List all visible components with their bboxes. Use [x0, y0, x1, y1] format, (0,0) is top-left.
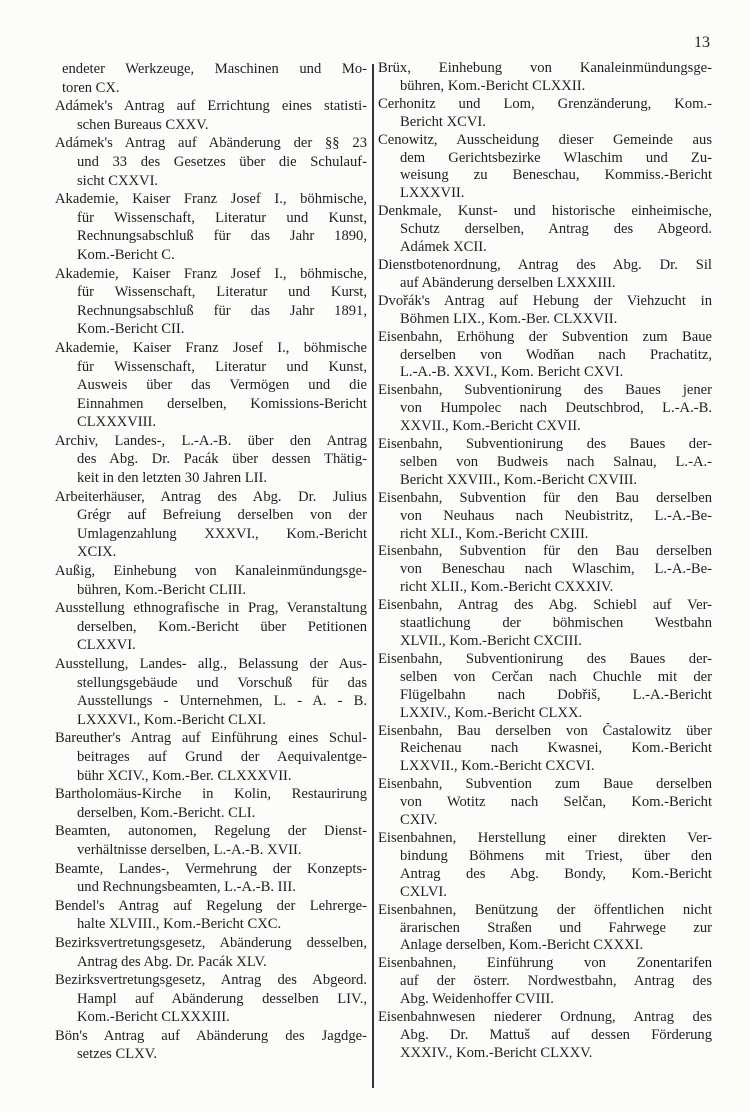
index-entry-line: Bezirksvertretungsgesetz, Abänderung desselben,: [55, 934, 367, 951]
index-entry-line: Umlagenzahlung XXXVI., Kom.-Bericht: [77, 525, 367, 542]
index-entry-line: Cenowitz, Ausscheidung dieser Gemeinde aus: [378, 131, 712, 148]
index-entry-line: Dvořák's Antrag auf Hebung der Viehzucht in: [378, 292, 712, 309]
index-entry-line: Adámek's Antrag auf Errichtung eines statisti-: [55, 98, 367, 115]
index-entry-line: Eisenbahnwesen niederer Ordnung, Antrag des: [378, 1009, 712, 1026]
index-entry-line: XCIX.: [77, 544, 117, 561]
index-entry: [378, 382, 712, 436]
index-entry-line: LXXIV., Kom.-Bericht CLXX.: [400, 704, 583, 721]
index-entry: [378, 96, 712, 132]
index-column-right: [378, 60, 712, 1063]
index-entry-line: Adámek's Antrag auf Abänderung der §§ 23: [55, 135, 367, 152]
index-entry-line: Eisenbahn, Subvention für den Bau derselben: [378, 489, 712, 506]
index-entry-line: richt XLI., Kom.-Bericht CXIII.: [400, 525, 589, 542]
index-entry: [55, 971, 367, 1027]
page-number: 13: [694, 34, 710, 51]
index-entry-line: Eisenbahn, Subventionirung des Baues der-: [378, 436, 712, 453]
index-entry-line: von Neuhaus nach Neubistritz, L.-A.-Be-: [400, 507, 712, 524]
index-entry: [378, 902, 712, 956]
index-entry: [378, 436, 712, 490]
index-entry-line: derselben, Kom.-Bericht. CLI.: [77, 804, 256, 821]
index-entry-line: Cerhonitz und Lom, Grenzänderung, Kom.-: [378, 95, 712, 112]
index-entry-line: dem Gerichtsbezirke Wlaschim und Zu-: [400, 149, 712, 166]
index-entry-line: Ausstellung, Landes- allg., Belassung der Aus-: [55, 656, 367, 672]
index-entry-line: Bericht XXVIII., Kom.-Bericht CXVIII.: [400, 471, 638, 488]
index-entry-line: Arbeiterhäuser, Antrag des Abg. Dr. Julius: [55, 488, 367, 505]
index-entry-line: Kom.-Bericht CLXXXIII.: [77, 1009, 230, 1026]
index-entry: [55, 97, 367, 134]
index-entry-line: Dienstbotenordnung, Antrag des Abg. Dr. Sil: [378, 256, 712, 273]
index-entry: [55, 599, 367, 655]
index-entry: [55, 134, 367, 190]
index-entry-line: staatlichung der böhmischen Westbahn: [400, 615, 712, 632]
index-entry: [55, 60, 367, 97]
index-entry-line: LXXVII., Kom.-Bericht CXCVI.: [400, 758, 595, 775]
index-entry-line: LXXXVI., Kom.-Bericht CLXI.: [77, 711, 266, 728]
index-entry-line: Ausweis über das Vermögen und die: [77, 377, 367, 394]
index-entry: [55, 432, 367, 488]
index-entry: [55, 190, 367, 264]
index-entry: [378, 203, 712, 257]
index-entry-line: stellungsgebäude und Vorschuß für das: [77, 674, 367, 691]
index-entry-line: für Wissenschaft, Literatur und Kunst,: [77, 209, 367, 226]
index-entry-line: derselben, Kom.-Bericht über Petitionen: [77, 618, 367, 635]
index-entry-line: Antrag des Abg. Bondy, Kom.-Bericht: [400, 865, 712, 882]
index-entry: [378, 293, 712, 329]
index-entry-line: Eisenbahn, Erhöhung der Subvention zum Baue: [378, 328, 712, 345]
index-entry: [55, 897, 367, 934]
index-entry-line: Einnahmen derselben, Komissions-Bericht: [77, 395, 367, 412]
index-entry: [378, 257, 712, 293]
index-entry-line: auf der österr. Nordwestbahn, Antrag des: [400, 973, 712, 990]
index-entry-line: schen Bureaus CXXV.: [77, 116, 209, 133]
index-entry-line: XXXIV., Kom.-Bericht CLXXV.: [400, 1044, 593, 1061]
column-divider: [372, 64, 374, 1088]
index-entry: [55, 265, 367, 339]
index-entry-line: CXLVI.: [400, 883, 447, 900]
index-entry-line: Archiv, Landes-, L.-A.-B. über den Antrag: [55, 432, 367, 449]
index-entry: [378, 651, 712, 723]
index-entry-line: Eisenbahn, Antrag des Abg. Schiebl auf Ver-: [378, 597, 712, 614]
index-entry-line: Außig, Einhebung von Kanaleinmündungsge-: [55, 563, 367, 580]
index-entry: [55, 934, 367, 971]
index-entry-line: L.-A.-B. XXVI., Kom. Bericht CXVI.: [400, 364, 624, 381]
index-entry-line: Bezirksvertretungsgesetz, Antrag des Abgeord.: [55, 972, 367, 989]
index-entry-line: auf Abänderung derselben LXXXIII.: [400, 274, 616, 291]
index-entry-line: Rechnungsabschluß für das Jahr 1891,: [77, 302, 367, 319]
index-entry-line: bühren, Kom.-Bericht CLXXII.: [400, 77, 586, 94]
index-entry-line: bühr XCIV., Kom.-Ber. CLXXXVII.: [77, 767, 292, 784]
index-entry-line: XLVII., Kom.-Bericht CXCIII.: [400, 633, 582, 649]
index-entry-line: Kom.-Bericht C.: [77, 246, 175, 263]
index-entry-line: Anlage derselben, Kom.-Bericht CXXXI.: [400, 937, 644, 954]
index-entry-line: Eisenbahn, Subventionirung des Baues der-: [378, 650, 712, 667]
index-entry-line: Abg. Weidenhoffer CVIII.: [400, 991, 554, 1008]
index-entry-line: Grégr auf Befreiung derselben von der: [77, 507, 367, 524]
index-entry-line: Flügelbahn nach Dobřiš, L.-A.-Bericht: [400, 686, 712, 703]
index-entry-line: Adámek XCII.: [400, 239, 487, 256]
index-entry-line: Akademie, Kaiser Franz Josef I., böhmische,: [55, 191, 367, 208]
index-entry: [55, 729, 367, 785]
index-entry-line: verhältnisse derselben, L.-A.-B. XVII.: [77, 841, 302, 858]
index-entry-line: Abg. Dr. Mattuš auf dessen Förderung: [400, 1026, 712, 1043]
index-entry-line: Kom.-Bericht CII.: [77, 321, 185, 338]
index-entry: [55, 860, 367, 897]
index-entry-line: Eisenbahnen, Benützung der öffentlichen nicht: [378, 901, 712, 918]
index-entry-line: und Rechnungsbeamten, L.-A.-B. III.: [77, 879, 296, 896]
index-entry-line: Eisenbahnen, Herstellung einer direkten Ver-: [378, 829, 712, 846]
index-entry: [378, 830, 712, 902]
index-entry-line: Eisenbahn, Bau derselben von Častalowitz über: [378, 722, 712, 739]
index-entry-line: Hampl auf Abänderung desselben LIV.,: [77, 990, 367, 1007]
index-entry-line: beitrages auf Grund der Aequivalentge-: [77, 748, 367, 765]
index-entry-line: selben von Cerčan nach Chuchle mit der: [400, 668, 712, 685]
index-entry-line: weisung zu Beneschau, Kommiss.-Bericht: [400, 167, 712, 184]
index-entry-line: setzes CLXV.: [77, 1046, 157, 1063]
index-entry-line: bindung Böhmens mit Triest, über den: [400, 847, 712, 864]
index-entry: [55, 562, 367, 599]
index-entry-line: Böhmen LIX., Kom.-Ber. CLXXVII.: [400, 310, 618, 327]
index-entry-line: Beamten, autonomen, Regelung der Dienst-: [55, 823, 367, 840]
index-entry: [378, 597, 712, 651]
index-entry-line: selben von Budweis nach Salnau, L.-A.-: [400, 453, 712, 470]
index-entry-line: des Abg. Dr. Pacák über dessen Thätig-: [77, 451, 367, 468]
index-entry: [378, 132, 712, 204]
index-entry-line: für Wissenschaft, Literatur und Kunst,: [77, 358, 367, 375]
index-entry-line: CLXXVI.: [77, 637, 136, 654]
index-entry-line: Eisenbahn, Subvention für den Bau derselben: [378, 543, 712, 560]
index-entry-line: sicht CXXVI.: [77, 172, 159, 189]
index-entry-line: Akademie, Kaiser Franz Josef I., böhmische,: [55, 265, 367, 282]
index-entry-line: Bartholomäus-Kirche in Kolin, Restaurirung: [55, 786, 367, 803]
index-entry-line: von Wotitz nach Selčan, Kom.-Bericht: [400, 794, 712, 811]
index-entry-line: Bön's Antrag auf Abänderung des Jagdge-: [55, 1027, 367, 1044]
index-entry-line: CLXXXVIII.: [77, 414, 157, 431]
index-column-left: [55, 60, 367, 1064]
index-entry-line: XXVII., Kom.-Bericht CXVII.: [400, 418, 581, 435]
index-entry-line: toren CX.: [62, 79, 120, 96]
index-entry-line: richt XLII., Kom.-Bericht CXXXIV.: [400, 579, 614, 596]
index-entry: [378, 490, 712, 544]
index-entry-line: Eisenbahn, Subventionirung des Baues jener: [378, 382, 712, 399]
index-entry: [378, 1009, 712, 1063]
index-entry: [378, 60, 712, 96]
index-entry-line: Ausstellungs - Unternehmen, L. - A. - B.: [77, 693, 367, 710]
index-entry-line: LXXXVII.: [400, 185, 465, 202]
index-entry-line: Bareuther's Antrag auf Einführung eines Schul-: [55, 730, 367, 747]
index-entry-line: keit in den letzten 30 Jahren LII.: [77, 470, 268, 487]
index-entry-line: halte XLVIII., Kom.-Bericht CXC.: [77, 916, 282, 933]
index-entry-line: Eisenbahnen, Einführung von Zonentarifen: [378, 955, 712, 972]
index-entry-line: Bendel's Antrag auf Regelung der Lehrerge-: [55, 897, 367, 914]
index-entry-line: Schutz derselben, Antrag des Abgeord.: [400, 221, 712, 238]
index-entry: [55, 1027, 367, 1064]
index-entry-line: und 33 des Gesetzes über die Schulauf-: [77, 153, 367, 170]
index-entry: [378, 329, 712, 383]
index-entry: [55, 822, 367, 859]
index-entry-line: Akademie, Kaiser Franz Josef I., böhmische: [55, 339, 367, 356]
index-entry-line: endeter Werkzeuge, Maschinen und Mo-: [62, 61, 367, 77]
index-entry-line: Bericht XCVI.: [400, 113, 486, 130]
index-entry-line: Reichenau nach Kwasnei, Kom.-Bericht: [400, 740, 712, 757]
index-entry: [55, 488, 367, 562]
index-entry-line: derselben von Wodňan nach Prachatitz,: [400, 346, 712, 363]
index-entry-line: CXIV.: [400, 812, 438, 829]
index-entry-line: für Wissenschaft, Literatur und Kurst,: [77, 284, 367, 301]
index-entry-line: Rechnungsabschluß für das Jahr 1890,: [77, 228, 367, 245]
index-entry-line: Denkmale, Kunst- und historische einheimische,: [378, 203, 712, 220]
index-entry: [378, 543, 712, 597]
index-entry-line: ärarischen Straßen und Fahrwege zur: [400, 919, 712, 936]
index-entry: [378, 776, 712, 830]
index-entry-line: Beamte, Landes-, Vermehrung der Konzepts-: [55, 860, 367, 877]
index-entry-line: Ausstellung ethnografische in Prag, Veranstaltung: [55, 600, 367, 617]
index-entry-line: von Beneschau nach Wlaschim, L.-A.-Be-: [400, 561, 712, 578]
index-entry: [55, 339, 367, 432]
index-entry: [378, 955, 712, 1009]
index-entry: [55, 785, 367, 822]
index-entry-line: von Humpolec nach Deutschbrod, L.-A.-B.: [400, 400, 712, 417]
index-entry-line: bühren, Kom.-Bericht CLIII.: [77, 581, 246, 598]
index-entry-line: Brüx, Einhebung von Kanaleinmündungsge-: [378, 60, 712, 76]
index-entry-line: Eisenbahn, Subvention zum Baue derselben: [378, 776, 712, 793]
index-entry-line: Antrag des Abg. Dr. Pacák XLV.: [77, 953, 267, 970]
index-entry: [55, 655, 367, 729]
index-entry: [378, 723, 712, 777]
